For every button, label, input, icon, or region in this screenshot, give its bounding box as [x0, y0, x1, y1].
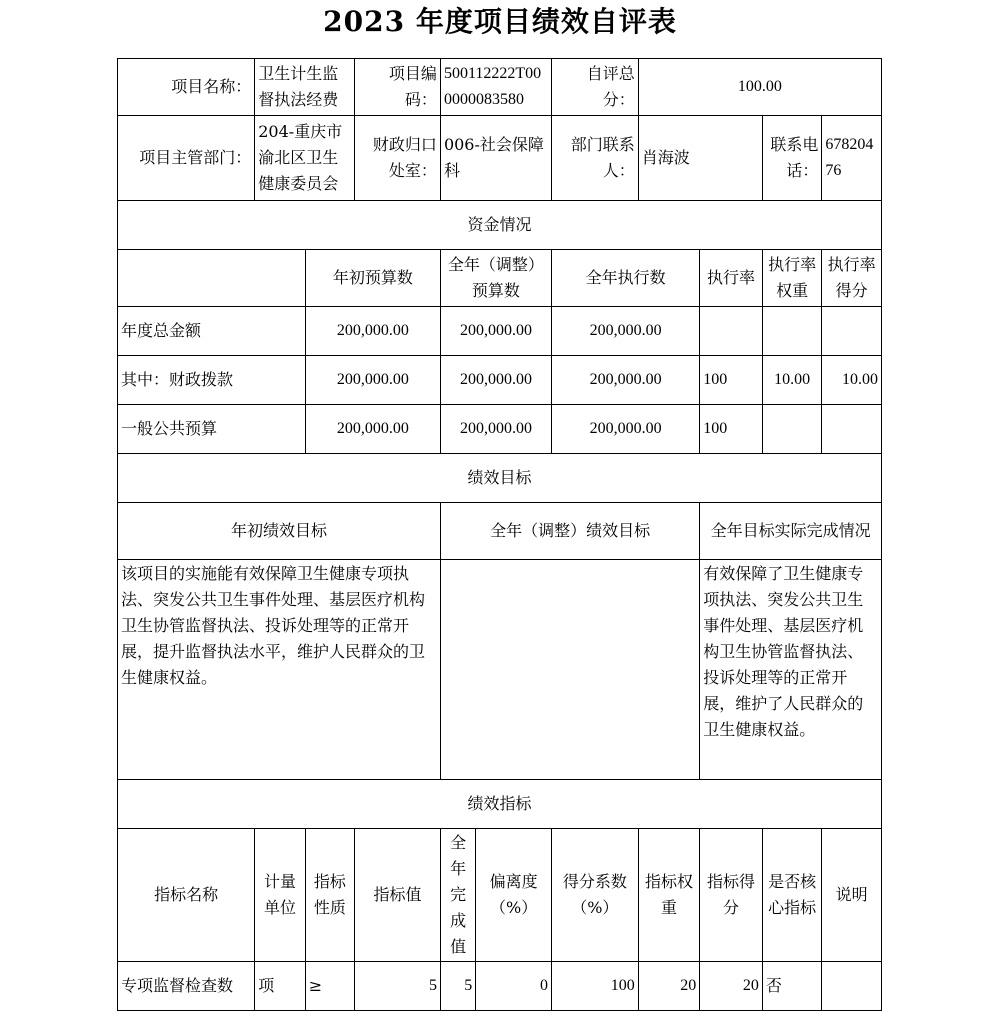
table-row [118, 356, 882, 405]
table-row [118, 405, 882, 454]
contact-label: 部门联系人： [551, 116, 638, 201]
ind-score: 20 [700, 962, 763, 1011]
funds-header-rate: 执行率 [700, 250, 763, 307]
funds-row-score [822, 405, 882, 454]
ind-note [822, 962, 882, 1011]
goals-section-header: 绩效目标 [118, 454, 882, 503]
goals-actual-text: 有效保障了卫生健康专项执法、突发公共卫生事件处理、基层医疗机构卫生协管监督执法、投诉处理等的正常开展，维护了人民群众的卫生健康权益。 [700, 560, 882, 780]
evaluation-table [117, 58, 882, 1011]
indicators-section-header: 绩效指标 [118, 780, 882, 829]
funds-header-executed: 全年执行数 [551, 250, 699, 307]
ind-header-score: 指标得分 [700, 829, 763, 962]
goals-adjusted-text [440, 560, 699, 780]
ind-header-coef: 得分系数（%） [551, 829, 638, 962]
funds-row-executed: 200,000.00 [551, 307, 699, 356]
funds-row-label: 其中：财政拨款 [118, 356, 306, 405]
ind-weight: 20 [638, 962, 700, 1011]
goals-header-adjusted: 全年（调整）绩效目标 [440, 503, 699, 560]
funds-row-executed: 200,000.00 [551, 356, 699, 405]
funds-row-rate [700, 307, 763, 356]
funds-row-rate: 100 [700, 405, 763, 454]
funds-section-header: 资金情况 [118, 201, 882, 250]
funds-row-budget: 200,000.00 [305, 307, 440, 356]
project-name: 卫生计生监督执法经费 [255, 59, 355, 116]
ind-core: 否 [762, 962, 822, 1011]
funds-row-budget: 200,000.00 [305, 356, 440, 405]
ind-coef: 100 [551, 962, 638, 1011]
ind-header-name: 指标名称 [118, 829, 255, 962]
ind-done: 5 [440, 962, 475, 1011]
ind-header-note: 说明 [822, 829, 882, 962]
funds-row-adjusted: 200,000.00 [440, 405, 551, 454]
funds-row-rate: 100 [700, 356, 763, 405]
dept-value: 204-重庆市渝北区卫生健康委员会 [255, 116, 355, 201]
ind-header-deviation: 偏离度（%） [476, 829, 552, 962]
finance-value: 006-社会保障科 [440, 116, 551, 201]
funds-row-score [822, 307, 882, 356]
ind-target: 5 [355, 962, 441, 1011]
ind-header-unit: 计量单位 [255, 829, 305, 962]
funds-row-executed: 200,000.00 [551, 405, 699, 454]
phone-label: 联系电话： [762, 116, 822, 201]
ind-header-nature: 指标性质 [305, 829, 354, 962]
goals-initial-text: 该项目的实施能有效保障卫生健康专项执法、突发公共卫生事件处理、基层医疗机构卫生协管监督执法、投诉处理等的正常开展，提升监督执法水平，维护人民群众的卫生健康权益。 [118, 560, 441, 780]
table-row [118, 307, 882, 356]
ind-header-done: 全年完成值 [440, 829, 475, 962]
ind-header-core: 是否核心指标 [762, 829, 822, 962]
funds-row-weight [762, 307, 822, 356]
ind-header-target: 指标值 [355, 829, 441, 962]
funds-header-score: 执行率得分 [822, 250, 882, 307]
ind-unit: 项 [255, 962, 305, 1011]
funds-header-weight: 执行率权重 [762, 250, 822, 307]
phone-value: 67820476 [822, 116, 882, 201]
dept-label: 项目主管部门： [118, 116, 255, 201]
funds-header-adjusted: 全年（调整）预算数 [440, 250, 551, 307]
funds-row-adjusted: 200,000.00 [440, 356, 551, 405]
total-score: 100.00 [638, 59, 881, 116]
page-title: 2023 年度项目绩效自评表 [323, 5, 677, 38]
ind-name: 专项监督检查数 [118, 962, 255, 1011]
funds-row-weight: 10.00 [762, 356, 822, 405]
funds-row-score: 10.00 [822, 356, 882, 405]
table-row [118, 962, 882, 1011]
funds-row-label: 年度总金额 [118, 307, 306, 356]
ind-header-weight: 指标权重 [638, 829, 700, 962]
goals-header-actual: 全年目标实际完成情况 [700, 503, 882, 560]
finance-label: 财政归口处室： [355, 116, 441, 201]
funds-row-budget: 200,000.00 [305, 405, 440, 454]
project-code-label: 项目编码： [355, 59, 441, 116]
project-code: 500112222T000000083580 [440, 59, 551, 116]
funds-header-budget: 年初预算数 [305, 250, 440, 307]
funds-row-label: 一般公共预算 [118, 405, 306, 454]
ind-nature: ≥ [305, 962, 354, 1011]
contact-value: 肖海波 [638, 116, 762, 201]
score-label: 自评总分： [551, 59, 638, 116]
ind-deviation: 0 [476, 962, 552, 1011]
project-name-label: 项目名称： [118, 59, 255, 116]
funds-row-weight [762, 405, 822, 454]
funds-row-adjusted: 200,000.00 [440, 307, 551, 356]
goals-header-initial: 年初绩效目标 [118, 503, 441, 560]
funds-header-blank [118, 250, 306, 307]
